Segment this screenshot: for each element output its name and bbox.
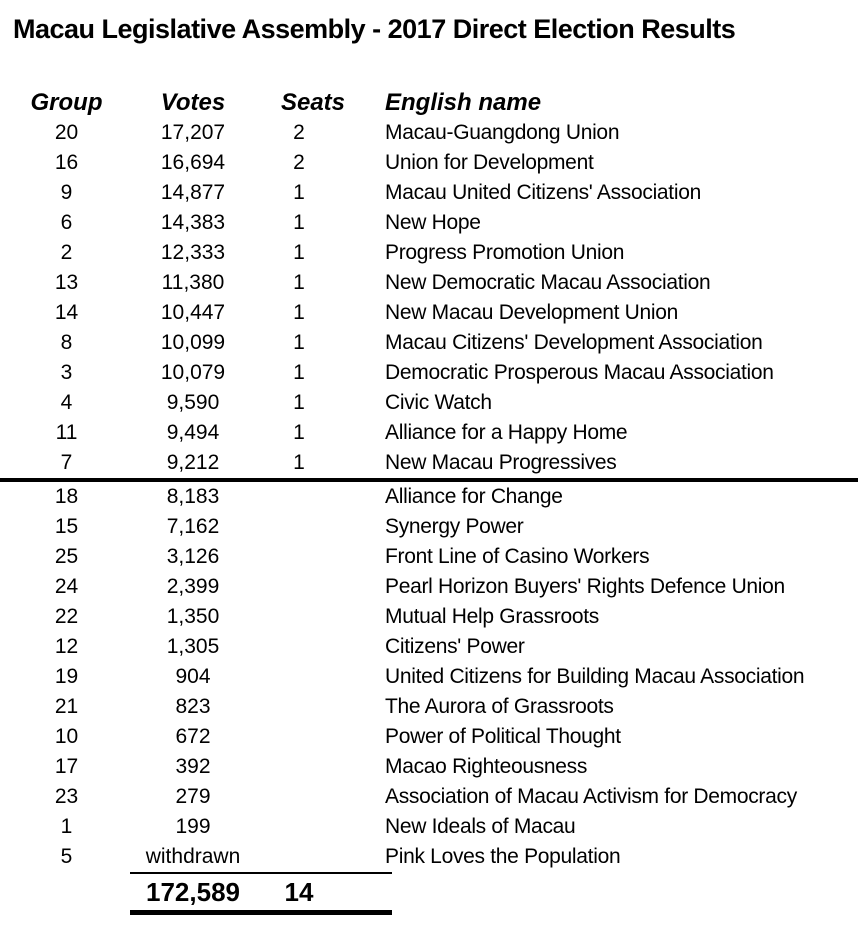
english-name-cell: New Macau Progressives: [385, 451, 617, 474]
table-row: [0, 238, 858, 268]
total-rule-bottom: [130, 910, 392, 915]
english-name-cell: Civic Watch: [385, 391, 492, 414]
votes-cell: 11,380: [161, 271, 225, 294]
table-row: [0, 148, 858, 178]
votes-cell: 2,399: [166, 575, 220, 598]
votes-cell: 823: [175, 695, 211, 718]
group-cell: 22: [54, 605, 79, 628]
english-name-cell: Union for Development: [385, 151, 594, 174]
votes-cell: 17,207: [160, 121, 226, 144]
group-cell: 13: [54, 271, 79, 294]
group-cell: 20: [54, 121, 79, 144]
column-header-group: Group: [30, 89, 103, 116]
seats-cell: 1: [293, 241, 305, 264]
seats-cell: 1: [293, 181, 305, 204]
seats-cell: 1: [293, 331, 305, 354]
english-name-cell: Citizens' Power: [385, 635, 525, 658]
group-cell: 11: [55, 421, 78, 444]
votes-cell: 392: [175, 755, 211, 778]
group-cell: 16: [54, 151, 79, 174]
group-cell: 8: [60, 331, 73, 354]
votes-cell: 904: [175, 665, 211, 688]
seats-cell: 1: [293, 301, 305, 324]
seats-cell: 1: [293, 391, 305, 414]
english-name-cell: The Aurora of Grassroots: [385, 695, 614, 718]
group-cell: 21: [54, 695, 79, 718]
votes-cell: 10,099: [160, 331, 226, 354]
total-row: [0, 874, 858, 910]
table-row: [0, 448, 858, 478]
english-name-cell: Alliance for Change: [385, 485, 563, 508]
elected-section: [0, 118, 858, 478]
votes-cell: 7,162: [166, 515, 220, 538]
table-row: [0, 542, 858, 572]
table-row: [0, 602, 858, 632]
table-header-row: [0, 88, 858, 118]
table-row: [0, 118, 858, 148]
table-row: [0, 722, 858, 752]
group-cell: 3: [60, 361, 73, 384]
votes-cell: 3,126: [166, 545, 220, 568]
table-row: [0, 662, 858, 692]
table-row: [0, 328, 858, 358]
total-votes: 172,589: [146, 876, 240, 907]
votes-cell: 199: [175, 815, 211, 838]
group-cell: 12: [54, 635, 79, 658]
column-header-english-name: English name: [385, 89, 542, 116]
group-cell: 4: [60, 391, 73, 414]
seats-cell: 1: [293, 421, 305, 444]
votes-cell: 9,590: [166, 391, 220, 414]
group-cell: 5: [60, 845, 73, 868]
group-cell: 19: [54, 665, 79, 688]
table-row: [0, 752, 858, 782]
votes-cell: 10,079: [160, 361, 226, 384]
votes-cell: 16,694: [160, 151, 226, 174]
votes-cell: 672: [175, 725, 211, 748]
group-cell: 10: [54, 725, 79, 748]
seats-cell: 2: [293, 121, 305, 144]
group-cell: 2: [60, 241, 73, 264]
votes-cell: 8,183: [166, 485, 220, 508]
table-row: [0, 388, 858, 418]
total-seats: 14: [284, 876, 314, 907]
english-name-cell: New Ideals of Macau: [385, 815, 576, 838]
group-cell: 15: [54, 515, 79, 538]
seats-cell: 2: [293, 151, 305, 174]
page-title: Macau Legislative Assembly - 2017 Direct Election Results: [13, 14, 736, 44]
english-name-cell: Macau-Guangdong Union: [385, 121, 620, 144]
table-row: [0, 178, 858, 208]
table-row: [0, 482, 858, 512]
seats-cell: 1: [293, 271, 305, 294]
english-name-cell: Democratic Prosperous Macau Association: [385, 361, 774, 384]
group-cell: 24: [54, 575, 79, 598]
english-name-cell: Macau United Citizens' Association: [385, 181, 701, 204]
english-name-cell: Pearl Horizon Buyers' Rights Defence Union: [385, 575, 785, 598]
group-cell: 6: [60, 211, 73, 234]
table-row: [0, 812, 858, 842]
group-cell: 14: [54, 301, 79, 324]
english-name-cell: New Hope: [385, 211, 481, 234]
votes-cell: 9,494: [166, 421, 220, 444]
table-row: [0, 632, 858, 662]
english-name-cell: Macao Righteousness: [385, 755, 588, 778]
votes-cell: withdrawn: [145, 845, 241, 868]
english-name-cell: Mutual Help Grassroots: [385, 605, 599, 628]
group-cell: 25: [54, 545, 79, 568]
group-cell: 1: [60, 815, 73, 838]
english-name-cell: Progress Promotion Union: [385, 241, 625, 264]
table-row: [0, 572, 858, 602]
english-name-cell: Synergy Power: [385, 515, 524, 538]
seats-cell: 1: [293, 451, 305, 474]
seats-cell: 1: [293, 211, 305, 234]
english-name-cell: Front Line of Casino Workers: [385, 545, 650, 568]
table-row: [0, 268, 858, 298]
english-name-cell: Macau Citizens' Development Association: [385, 331, 763, 354]
table-row: [0, 692, 858, 722]
english-name-cell: United Citizens for Building Macau Association: [385, 665, 805, 688]
english-name-cell: Association of Macau Activism for Democracy: [385, 785, 797, 808]
english-name-cell: New Democratic Macau Association: [385, 271, 711, 294]
votes-cell: 9,212: [166, 451, 220, 474]
votes-cell: 279: [175, 785, 211, 808]
table-row: [0, 208, 858, 238]
group-cell: 23: [54, 785, 79, 808]
votes-cell: 10,447: [160, 301, 226, 324]
table-row: [0, 418, 858, 448]
english-name-cell: Pink Loves the Population: [385, 845, 621, 868]
english-name-cell: Alliance for a Happy Home: [385, 421, 628, 444]
group-cell: 7: [60, 451, 73, 474]
table-row: [0, 512, 858, 542]
column-header-votes: Votes: [160, 89, 226, 116]
votes-cell: 14,383: [160, 211, 226, 234]
english-name-cell: New Macau Development Union: [385, 301, 679, 324]
table-row: [0, 842, 858, 872]
column-header-seats: Seats: [280, 89, 346, 116]
votes-cell: 1,350: [166, 605, 220, 628]
english-name-cell: Power of Political Thought: [385, 725, 621, 748]
group-cell: 9: [60, 181, 73, 204]
votes-cell: 12,333: [160, 241, 226, 264]
table-row: [0, 782, 858, 812]
votes-cell: 14,877: [160, 181, 226, 204]
table-row: [0, 358, 858, 388]
group-cell: 17: [54, 755, 79, 778]
group-cell: 18: [54, 485, 79, 508]
votes-cell: 1,305: [166, 635, 220, 658]
unelected-section: [0, 482, 858, 872]
table-row: [0, 298, 858, 328]
seats-cell: 1: [293, 361, 305, 384]
